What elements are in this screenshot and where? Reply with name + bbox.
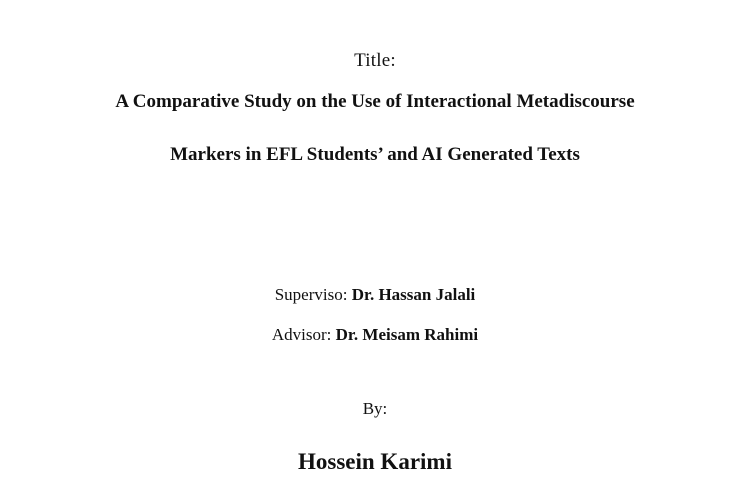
thesis-title-line-2: Markers in EFL Students’ and AI Generated Texts [170,144,580,165]
supervisor-name: Dr. Hassan Jalali [351,285,476,304]
thesis-title-line-1: A Comparative Study on the Use of Interactional Metadiscourse [115,91,635,112]
by-label: By: [362,399,388,418]
advisor-line [0,325,750,342]
cropped-header-fragment [230,0,492,4]
advisor-label: Advisor: [271,325,336,342]
author-name: Hossein Karimi [298,449,452,474]
supervisor-line [0,285,750,305]
advisor-line-clip [0,325,750,342]
advisor-name: Dr. Meisam Rahimi [335,325,479,342]
title-label: Title: [354,50,396,71]
supervisor-label: Superviso: [274,285,352,304]
